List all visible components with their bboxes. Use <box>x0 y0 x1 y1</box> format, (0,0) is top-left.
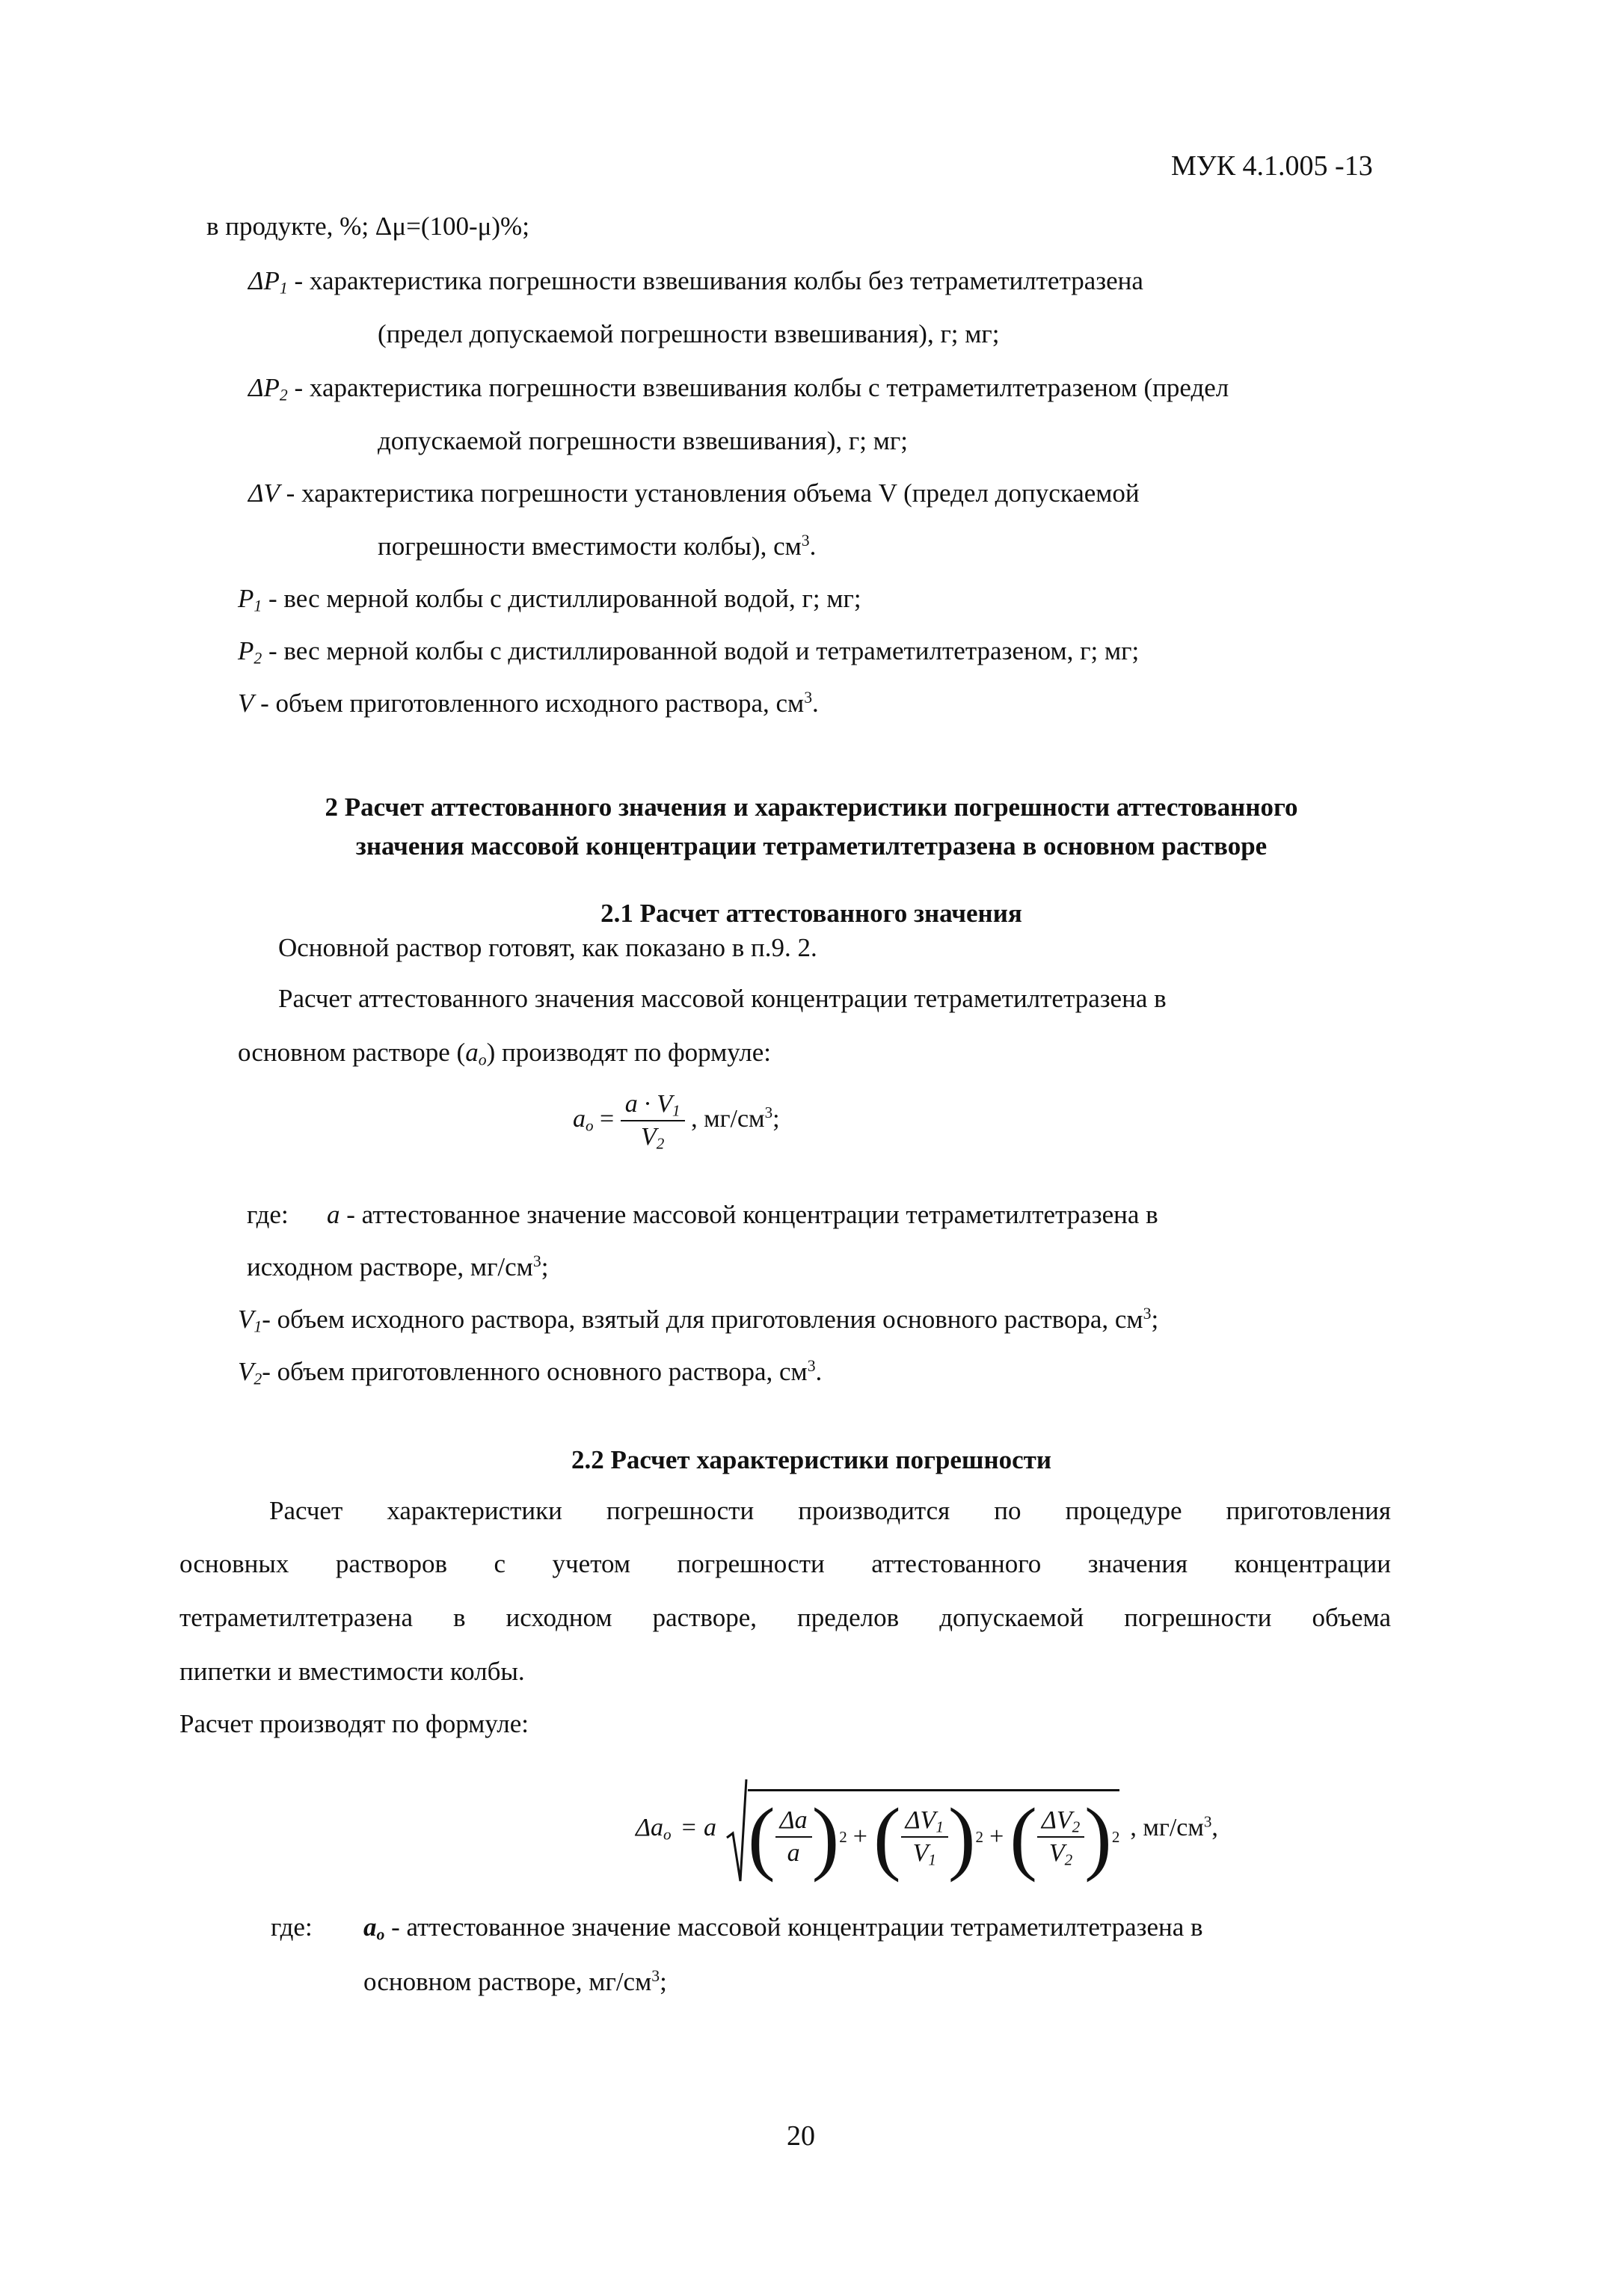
term-3-fraction: $\frac{\Delta V_2}{V_2}$ <box>1037 1808 1084 1866</box>
subsection-2-2-line-3: тетраметилтетразена в исходном растворе, пределов допускаемой погрешности объема <box>179 1603 1391 1632</box>
definition-delta-p1-cont: (предел допускаемой погрешности взвешивания), г; мг; <box>378 319 1000 348</box>
subsection-2-2-line-1: Расчет характеристики погрешности производится по процедуре приготовления <box>269 1496 1391 1525</box>
subsection-2-1-paragraph-1: Основной раствор готовят, как показано в п.9. 2. <box>278 933 817 962</box>
subsection-2-1-title: 2.1 Расчет аттестованного значения <box>600 899 1022 928</box>
definition-delta-p2: $\Delta P_2$ - характеристика погрешности взвешивания колбы с тетраметилтетразеном (предел <box>248 373 1229 404</box>
subsection-2-2-title: 2.2 Расчет характеристики погрешности <box>571 1445 1052 1474</box>
where-a: a - аттестованное значение массовой концентрации тетраметилтетразена в <box>327 1200 1158 1229</box>
formula-a-o: $a_o$ = $\frac{a \cdot V_1}{V_2}$ , $мг/см^3$; <box>573 1090 780 1153</box>
definition-delta-v-cont: погрешности вместимости колбы), $см^3$. <box>378 532 817 561</box>
subsection-2-1-paragraph-2-cont: основном растворе $(a_o)$ производят по формуле: <box>238 1038 771 1069</box>
definition-delta-p1: $\Delta P_1$ - характеристика погрешности взвешивания колбы без тетраметилтетразена <box>248 266 1143 298</box>
formula-a-o-fraction: $\frac{a \cdot V_1}{V_2}$ <box>621 1092 685 1150</box>
section-2-title-line-2: значения массовой концентрации тетраметилтетразена в основном растворе <box>355 831 1268 861</box>
definition-p1: $P_1$ - вес мерной колбы с дистиллированной водой, г; мг; <box>238 584 861 615</box>
where-label-1: где: <box>247 1200 289 1229</box>
page-number: 20 <box>787 2120 815 2152</box>
continuation-line: в продукте, %; Δμ=(100-μ)%; <box>206 212 529 241</box>
definition-v: V - объем приготовленного исходного раствора, $см^3$. <box>238 689 819 718</box>
definition-p2: $P_2$ - вес мерной колбы с дистиллированной водой и тетраметилтетразеном, г; мг; <box>238 636 1140 668</box>
where-label-2: где: <box>271 1912 313 1942</box>
definition-delta-v: ΔV - характеристика погрешности установления объема V (предел допускаемой <box>248 478 1140 508</box>
where-a-o-cont: основном растворе, $мг/см^3$; <box>363 1967 667 1996</box>
subsection-2-1-paragraph-2: Расчет аттестованного значения массовой концентрации тетраметилтетразена в <box>278 984 1167 1013</box>
subsection-2-2-line-4: пипетки и вместимости колбы. <box>179 1657 525 1686</box>
term-1-fraction: $\frac{\Delta a}{a}$ <box>775 1808 812 1866</box>
sqrt-sign-icon <box>725 1772 748 1884</box>
formula-delta-a-o: $\Delta a_o$ = a ( $\frac{\Delta a}{a}$ ) 2 + ( $\frac{\Delta V_1}{V_1}$ ) 2 + ( $\frac{\Delta V_2}{V_2}$ ) 2 , $мг/см^3$, <box>636 1772 1218 1884</box>
section-2-title-line-1: 2 Расчет аттестованного значения и характеристики погрешности аттестованного <box>325 792 1298 822</box>
term-2-fraction: $\frac{\Delta V_1}{V_1}$ <box>901 1808 948 1866</box>
definition-delta-p2-cont: допускаемой погрешности взвешивания), г; мг; <box>378 426 908 455</box>
sqrt-radicand: ( $\frac{\Delta a}{a}$ ) 2 + ( $\frac{\Delta V_1}{V_1}$ ) 2 + ( $\frac{\Delta V_2}{V_2}$ ) 2 <box>748 1789 1119 1878</box>
subsection-2-2-line-2: основных растворов с учетом погрешности аттестованного значения концентрации <box>179 1549 1391 1578</box>
where-v1: $V_1-$ объем исходного раствора, взятый для приготовления основного раствора, $см^3$; <box>238 1305 1159 1336</box>
where-a-o: $a_o$ - аттестованное значение массовой концентрации тетраметилтетразена в <box>363 1912 1203 1944</box>
where-a-cont: исходном растворе, $мг/см^3$; <box>247 1252 549 1281</box>
formula-intro: Расчет производят по формуле: <box>179 1709 529 1738</box>
where-v2: $V_2-$ объем приготовленного основного раствора, $см^3$. <box>238 1357 823 1388</box>
document-code: МУК 4.1.005 -13 <box>1171 150 1373 182</box>
